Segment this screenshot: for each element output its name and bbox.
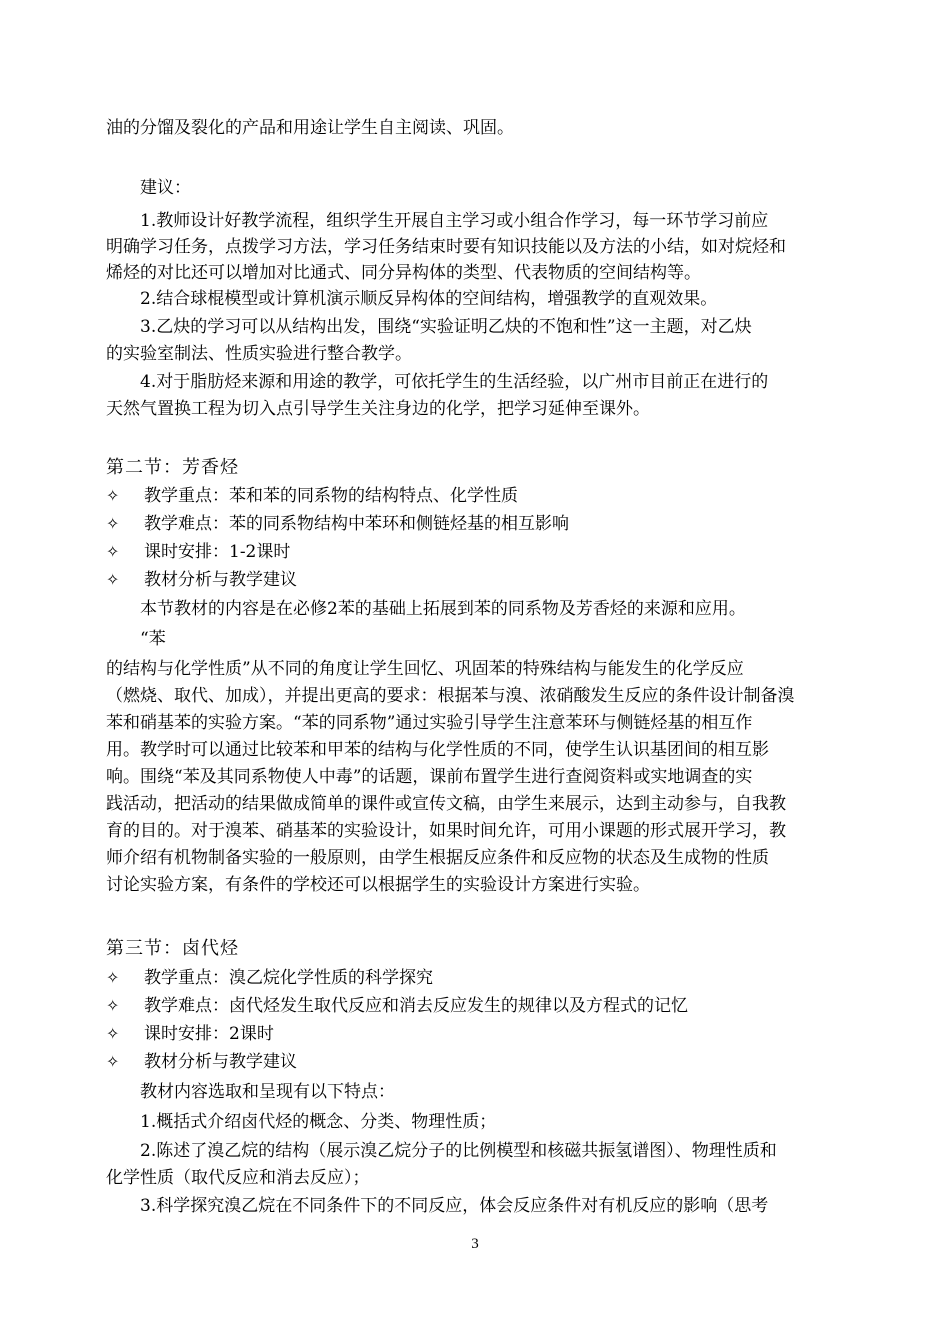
bullet-diamond-icon: ✧: [106, 514, 120, 533]
section2-bullet-focus: 教学重点：苯和苯的同系物的结构特点、化学性质: [144, 486, 518, 506]
bullet-diamond-icon: ✧: [106, 1052, 120, 1071]
section2-analysis-line: 苯和硝基苯的实验方案。“苯的同系物”通过实验引导学生注意苯环与侧链烃基的相互作: [106, 713, 753, 733]
section3-analysis-line: 化学性质（取代反应和消去反应）；: [106, 1168, 370, 1188]
section3-bullet-difficulty: 教学难点：卤代烃发生取代反应和消去反应发生的规律以及方程式的记忆: [144, 996, 688, 1016]
section2-bullet-difficulty: 教学难点：苯的同系物结构中苯环和侧链烃基的相互影响: [144, 514, 569, 534]
section2-analysis-line: 用。教学时可以通过比较苯和甲苯的结构与化学性质的不同，使学生认识基团间的相互影: [106, 740, 769, 760]
bullet-diamond-icon: ✧: [106, 570, 120, 589]
suggestion-1-line-3: 烯烃的对比还可以增加对比通式、同分异构体的类型、代表物质的空间结构等。: [106, 263, 701, 283]
section2-bullet-hours: 课时安排：1-2课时: [144, 542, 291, 562]
section2-analysis-line: “苯: [140, 629, 166, 649]
section3-title: 第三节：卤代烃: [106, 938, 239, 959]
section3-analysis-line: 教材内容选取和呈现有以下特点：: [140, 1082, 395, 1102]
section2-analysis-line: 育的目的。对于溴苯、硝基苯的实验设计，如果时间允许，可用小课题的形式展开学习，教: [106, 821, 786, 841]
section2-title: 第二节：芳香烃: [106, 457, 239, 478]
bullet-diamond-icon: ✧: [106, 996, 120, 1015]
suggestion-3-line-2: 的实验室制法、性质实验进行整合教学。: [106, 344, 412, 364]
section2-analysis-line: 讨论实验方案，有条件的学校还可以根据学生的实验设计方案进行实验。: [106, 875, 650, 895]
suggestion-3-line-1: 3.乙炔的学习可以从结构出发，围绕“实验证明乙炔的不饱和性”这一主题，对乙炔: [140, 317, 752, 337]
suggestion-2-line-1: 2.结合球棍模型或计算机演示顺反异构体的空间结构，增强教学的直观效果。: [140, 289, 718, 309]
section3-analysis-line: 3.科学探究溴乙烷在不同条件下的不同反应，体会反应条件对有机反应的影响（思考: [140, 1196, 769, 1216]
suggestions-label: 建议：: [140, 178, 191, 198]
bullet-diamond-icon: ✧: [106, 486, 120, 505]
section2-bullet-analysis: 教材分析与教学建议: [144, 570, 297, 590]
intro-line: 油的分馏及裂化的产品和用途让学生自主阅读、巩固。: [106, 118, 514, 138]
suggestion-1-line-2: 明确学习任务，点拨学习方法，学习任务结束时要有知识技能以及方法的小结，如对烷烃和: [106, 237, 786, 257]
section3-bullet-analysis: 教材分析与教学建议: [144, 1052, 297, 1072]
suggestion-4-line-1: 4.对于脂肪烃来源和用途的教学，可依托学生的生活经验，以广州市目前正在进行的: [140, 372, 769, 392]
section3-analysis-line: 1.概括式介绍卤代烃的概念、分类、物理性质；: [140, 1112, 497, 1132]
bullet-diamond-icon: ✧: [106, 968, 120, 987]
section2-analysis-line: 响。围绕“苯及其同系物使人中毒”的话题，课前布置学生进行查阅资料或实地调查的实: [106, 767, 753, 787]
bullet-diamond-icon: ✧: [106, 1024, 120, 1043]
bullet-diamond-icon: ✧: [106, 542, 120, 561]
suggestion-1-line-1: 1.教师设计好教学流程，组织学生开展自主学习或小组合作学习，每一环节学习前应: [140, 211, 769, 231]
section2-analysis-line: 师介绍有机物制备实验的一般原则，由学生根据反应条件和反应物的状态及生成物的性质: [106, 848, 769, 868]
section3-bullet-focus: 教学重点：溴乙烷化学性质的科学探究: [144, 968, 433, 988]
suggestion-4-line-2: 天然气置换工程为切入点引导学生关注身边的化学，把学习延伸至课外。: [106, 399, 650, 419]
section2-analysis-line: 的结构与化学性质”从不同的角度让学生回忆、巩固苯的特殊结构与能发生的化学反应: [106, 659, 744, 679]
section3-analysis-line: 2.陈述了溴乙烷的结构（展示溴乙烷分子的比例模型和核磁共振氢谱图）、物理性质和: [140, 1141, 777, 1161]
section2-analysis-line: （燃烧、取代、加成），并提出更高的要求：根据苯与溴、浓硝酸发生反应的条件设计制备溴: [106, 686, 795, 706]
section2-analysis-line: 践活动，把活动的结果做成简单的课件或宣传文稿，由学生来展示，达到主动参与，自我教: [106, 794, 786, 814]
page-number: 3: [471, 1236, 479, 1252]
section2-analysis-line: 本节教材的内容是在必修2苯的基础上拓展到苯的同系物及芳香烃的来源和应用。: [140, 599, 746, 619]
section3-bullet-hours: 课时安排：2课时: [144, 1024, 274, 1044]
